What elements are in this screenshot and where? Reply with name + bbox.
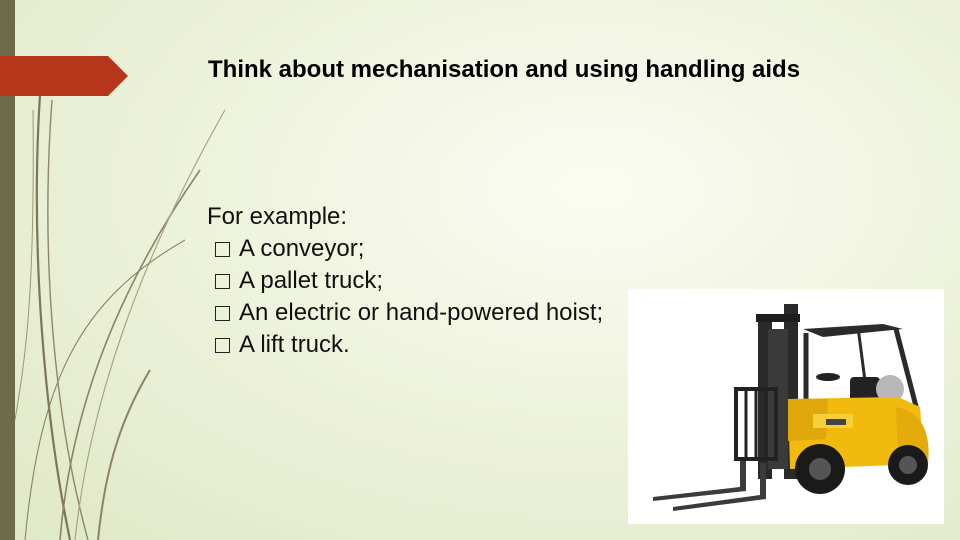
list-item: A pallet truck; (207, 265, 677, 297)
slide-title: Think about mechanisation and using handling aids (208, 56, 801, 83)
forklift-icon (628, 289, 944, 524)
checkbox-bullet-icon (215, 338, 230, 353)
list-item: A conveyor; (207, 233, 677, 265)
intro-text: For example: (207, 203, 348, 230)
slide-body (207, 201, 677, 361)
list-item: An electric or hand-powered hoist; (207, 297, 677, 329)
checkbox-bullet-icon (215, 306, 230, 321)
accent-arrow-tab (0, 56, 128, 96)
forklift-photo (628, 289, 944, 524)
list-item: A lift truck. (207, 329, 677, 361)
checkbox-bullet-icon (215, 274, 230, 289)
checkbox-bullet-icon (215, 242, 230, 257)
